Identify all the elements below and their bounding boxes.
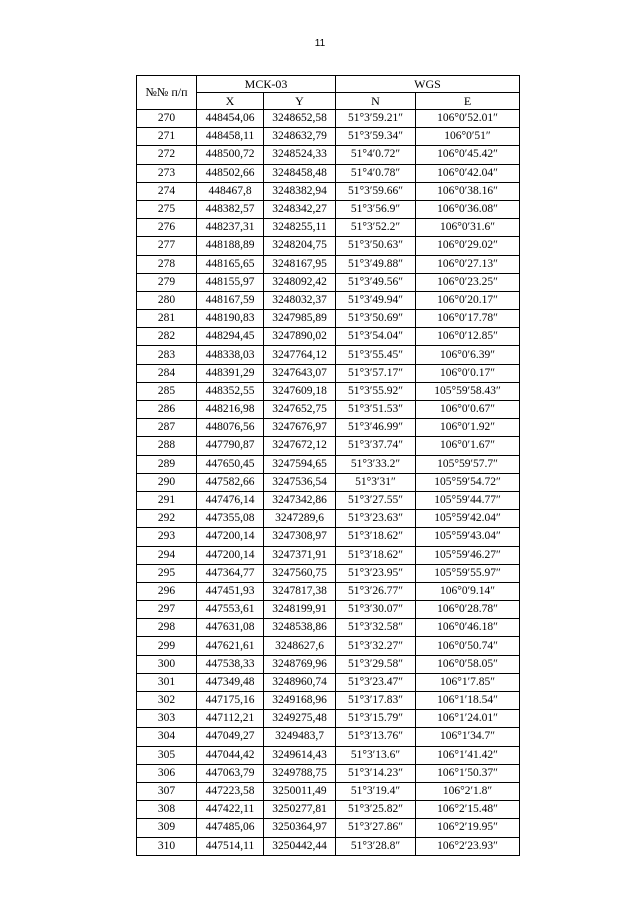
x-cell: 447364,77: [197, 564, 264, 582]
table-row: [137, 291, 520, 309]
y-cell: 3249168,96: [264, 692, 336, 710]
table-row: [137, 437, 520, 455]
x-cell: 448454,06: [197, 110, 264, 128]
n-cell: 51°3′13.76″: [336, 728, 416, 746]
table-row: [137, 582, 520, 600]
x-cell: 447485,06: [197, 819, 264, 837]
table-row: [137, 164, 520, 182]
e-cell: 106°1′18.54″: [416, 692, 520, 710]
y-cell: 3248632,79: [264, 128, 336, 146]
n-cell: 51°3′25.82″: [336, 801, 416, 819]
table-row: [137, 128, 520, 146]
point-number-cell: 302: [137, 692, 197, 710]
e-cell: 105°59′44.77″: [416, 491, 520, 509]
table-row: [137, 637, 520, 655]
n-cell: 51°3′28.8″: [336, 837, 416, 855]
y-cell: 3250277,81: [264, 801, 336, 819]
y-cell: 3248458,48: [264, 164, 336, 182]
e-cell: 106°0′38.16″: [416, 182, 520, 200]
point-number-cell: 286: [137, 401, 197, 419]
point-number-cell: 297: [137, 601, 197, 619]
table-row: [137, 419, 520, 437]
n-cell: 51°3′31″: [336, 473, 416, 491]
x-cell: 448155,97: [197, 273, 264, 291]
x-cell: 448500,72: [197, 146, 264, 164]
y-cell: 3248255,11: [264, 219, 336, 237]
point-number-cell: 294: [137, 546, 197, 564]
x-cell: 448382,57: [197, 200, 264, 218]
point-number-cell: 310: [137, 837, 197, 855]
x-cell: 447631,08: [197, 619, 264, 637]
y-cell: 3247289,6: [264, 510, 336, 528]
e-cell: 106°0′36.08″: [416, 200, 520, 218]
table-row: [137, 455, 520, 473]
e-cell: 106°2′19.95″: [416, 819, 520, 837]
y-cell: 3247985,89: [264, 310, 336, 328]
point-number-cell: 280: [137, 291, 197, 309]
table-row: [137, 273, 520, 291]
table-row: [137, 692, 520, 710]
x-cell: 448190,83: [197, 310, 264, 328]
e-cell: 106°0′42.04″: [416, 164, 520, 182]
point-number-cell: 307: [137, 782, 197, 800]
y-cell: 3247308,97: [264, 528, 336, 546]
x-cell: 447582,66: [197, 473, 264, 491]
e-cell: 106°0′23.25″: [416, 273, 520, 291]
point-number-cell: 272: [137, 146, 197, 164]
header-msk03: МСК-03: [197, 76, 336, 93]
e-cell: 106°0′45.42″: [416, 146, 520, 164]
e-cell: 106°0′0.67″: [416, 401, 520, 419]
table-row: [137, 346, 520, 364]
table-row: [137, 219, 520, 237]
point-number-cell: 291: [137, 491, 197, 509]
y-cell: 3247890,02: [264, 328, 336, 346]
table-row: [137, 710, 520, 728]
x-cell: 447200,14: [197, 546, 264, 564]
header-e: E: [416, 93, 520, 110]
x-cell: 447650,45: [197, 455, 264, 473]
y-cell: 3248092,42: [264, 273, 336, 291]
point-number-cell: 292: [137, 510, 197, 528]
point-number-cell: 299: [137, 637, 197, 655]
table-row: [137, 728, 520, 746]
header-n: N: [336, 93, 416, 110]
y-cell: 3250442,44: [264, 837, 336, 855]
y-cell: 3247594,65: [264, 455, 336, 473]
x-cell: 447175,16: [197, 692, 264, 710]
x-cell: 448188,89: [197, 237, 264, 255]
n-cell: 51°3′49.88″: [336, 255, 416, 273]
n-cell: 51°3′59.66″: [336, 182, 416, 200]
n-cell: 51°3′37.74″: [336, 437, 416, 455]
n-cell: 51°3′55.45″: [336, 346, 416, 364]
x-cell: 448458,11: [197, 128, 264, 146]
x-cell: 447223,58: [197, 782, 264, 800]
e-cell: 106°0′1.92″: [416, 419, 520, 437]
n-cell: 51°3′55.92″: [336, 382, 416, 400]
n-cell: 51°4′0.78″: [336, 164, 416, 182]
n-cell: 51°3′33.2″: [336, 455, 416, 473]
n-cell: 51°3′56.9″: [336, 200, 416, 218]
table-row: [137, 782, 520, 800]
e-cell: 106°0′6.39″: [416, 346, 520, 364]
e-cell: 106°0′17.78″: [416, 310, 520, 328]
table-row: [137, 382, 520, 400]
point-number-cell: 298: [137, 619, 197, 637]
table-row: [137, 110, 520, 128]
n-cell: 51°3′32.58″: [336, 619, 416, 637]
coordinates-table: [136, 75, 520, 856]
y-cell: 3247342,86: [264, 491, 336, 509]
x-cell: 447349,48: [197, 673, 264, 691]
table-row: [137, 801, 520, 819]
table-row: [137, 255, 520, 273]
e-cell: 106°0′12.85″: [416, 328, 520, 346]
e-cell: 106°0′46.18″: [416, 619, 520, 637]
e-cell: 106°2′1.8″: [416, 782, 520, 800]
e-cell: 106°2′23.93″: [416, 837, 520, 855]
x-cell: 448352,55: [197, 382, 264, 400]
table-row: [137, 528, 520, 546]
x-cell: 448076,56: [197, 419, 264, 437]
table-row: [137, 200, 520, 218]
y-cell: 3248167,95: [264, 255, 336, 273]
e-cell: 106°1′50.37″: [416, 764, 520, 782]
n-cell: 51°3′26.77″: [336, 582, 416, 600]
y-cell: 3248627,6: [264, 637, 336, 655]
y-cell: 3247643,07: [264, 364, 336, 382]
n-cell: 51°3′54.04″: [336, 328, 416, 346]
n-cell: 51°3′27.55″: [336, 491, 416, 509]
point-number-cell: 271: [137, 128, 197, 146]
e-cell: 106°0′1.67″: [416, 437, 520, 455]
table-row: [137, 619, 520, 637]
n-cell: 51°3′49.56″: [336, 273, 416, 291]
e-cell: 105°59′58.43″: [416, 382, 520, 400]
n-cell: 51°3′19.4″: [336, 782, 416, 800]
y-cell: 3247676,97: [264, 419, 336, 437]
header-point-number: №№ п/п: [137, 76, 197, 110]
x-cell: 448391,29: [197, 364, 264, 382]
table-row: [137, 328, 520, 346]
x-cell: 447621,61: [197, 637, 264, 655]
y-cell: 3247652,75: [264, 401, 336, 419]
table-header: [137, 76, 520, 110]
n-cell: 51°3′17.83″: [336, 692, 416, 710]
e-cell: 105°59′57.7″: [416, 455, 520, 473]
point-number-cell: 300: [137, 655, 197, 673]
point-number-cell: 273: [137, 164, 197, 182]
n-cell: 51°3′46.99″: [336, 419, 416, 437]
y-cell: 3248032,37: [264, 291, 336, 309]
x-cell: 448338,03: [197, 346, 264, 364]
x-cell: 447355,08: [197, 510, 264, 528]
y-cell: 3249483,7: [264, 728, 336, 746]
e-cell: 106°0′28.78″: [416, 601, 520, 619]
e-cell: 106°0′27.13″: [416, 255, 520, 273]
y-cell: 3248538,86: [264, 619, 336, 637]
table-row: [137, 473, 520, 491]
page-number: 11: [314, 38, 326, 49]
n-cell: 51°3′30.07″: [336, 601, 416, 619]
x-cell: 447553,61: [197, 601, 264, 619]
point-number-cell: 277: [137, 237, 197, 255]
y-cell: 3247609,18: [264, 382, 336, 400]
point-number-cell: 306: [137, 764, 197, 782]
n-cell: 51°3′23.63″: [336, 510, 416, 528]
point-number-cell: 309: [137, 819, 197, 837]
x-cell: 447514,11: [197, 837, 264, 855]
table-row: [137, 237, 520, 255]
e-cell: 106°0′29.02″: [416, 237, 520, 255]
point-number-cell: 279: [137, 273, 197, 291]
n-cell: 51°3′18.62″: [336, 546, 416, 564]
x-cell: 447112,21: [197, 710, 264, 728]
table-body: [137, 110, 520, 856]
y-cell: 3248652,58: [264, 110, 336, 128]
e-cell: 106°1′34.7″: [416, 728, 520, 746]
point-number-cell: 278: [137, 255, 197, 273]
y-cell: 3250364,97: [264, 819, 336, 837]
y-cell: 3248769,96: [264, 655, 336, 673]
n-cell: 51°3′13.6″: [336, 746, 416, 764]
point-number-cell: 274: [137, 182, 197, 200]
header-wgs: WGS: [336, 76, 520, 93]
e-cell: 105°59′43.04″: [416, 528, 520, 546]
e-cell: 106°2′15.48″: [416, 801, 520, 819]
x-cell: 447790,87: [197, 437, 264, 455]
y-cell: 3248204,75: [264, 237, 336, 255]
point-number-cell: 296: [137, 582, 197, 600]
table-row: [137, 601, 520, 619]
e-cell: 105°59′46.27″: [416, 546, 520, 564]
table-row: [137, 491, 520, 509]
x-cell: 447538,33: [197, 655, 264, 673]
point-number-cell: 304: [137, 728, 197, 746]
e-cell: 106°1′41.42″: [416, 746, 520, 764]
table-row: [137, 764, 520, 782]
n-cell: 51°3′23.95″: [336, 564, 416, 582]
point-number-cell: 276: [137, 219, 197, 237]
table-row: [137, 146, 520, 164]
y-cell: 3248382,94: [264, 182, 336, 200]
e-cell: 106°0′58.05″: [416, 655, 520, 673]
table-row: [137, 546, 520, 564]
table-row: [137, 746, 520, 764]
y-cell: 3249275,48: [264, 710, 336, 728]
y-cell: 3247672,12: [264, 437, 336, 455]
point-number-cell: 284: [137, 364, 197, 382]
x-cell: 447422,11: [197, 801, 264, 819]
e-cell: 105°59′54.72″: [416, 473, 520, 491]
n-cell: 51°4′0.72″: [336, 146, 416, 164]
table-row: [137, 673, 520, 691]
n-cell: 51°3′50.69″: [336, 310, 416, 328]
point-number-cell: 285: [137, 382, 197, 400]
n-cell: 51°3′15.79″: [336, 710, 416, 728]
point-number-cell: 282: [137, 328, 197, 346]
n-cell: 51°3′59.21″: [336, 110, 416, 128]
n-cell: 51°3′57.17″: [336, 364, 416, 382]
point-number-cell: 308: [137, 801, 197, 819]
n-cell: 51°3′49.94″: [336, 291, 416, 309]
n-cell: 51°3′59.34″: [336, 128, 416, 146]
point-number-cell: 283: [137, 346, 197, 364]
point-number-cell: 295: [137, 564, 197, 582]
x-cell: 448502,66: [197, 164, 264, 182]
table-row: [137, 837, 520, 855]
n-cell: 51°3′51.53″: [336, 401, 416, 419]
x-cell: 448165,65: [197, 255, 264, 273]
e-cell: 105°59′55.97″: [416, 564, 520, 582]
x-cell: 447044,42: [197, 746, 264, 764]
point-number-cell: 301: [137, 673, 197, 691]
x-cell: 447451,93: [197, 582, 264, 600]
y-cell: 3249614,43: [264, 746, 336, 764]
e-cell: 106°0′9.14″: [416, 582, 520, 600]
point-number-cell: 290: [137, 473, 197, 491]
table-row: [137, 364, 520, 382]
x-cell: 448237,31: [197, 219, 264, 237]
e-cell: 106°0′51″: [416, 128, 520, 146]
y-cell: 3247817,38: [264, 582, 336, 600]
point-number-cell: 281: [137, 310, 197, 328]
table-row: [137, 401, 520, 419]
x-cell: 448167,59: [197, 291, 264, 309]
x-cell: 448216,98: [197, 401, 264, 419]
e-cell: 106°0′0.17″: [416, 364, 520, 382]
n-cell: 51°3′50.63″: [336, 237, 416, 255]
x-cell: 448294,45: [197, 328, 264, 346]
point-number-cell: 289: [137, 455, 197, 473]
y-cell: 3247371,91: [264, 546, 336, 564]
header-x: X: [197, 93, 264, 110]
x-cell: 447049,27: [197, 728, 264, 746]
point-number-cell: 287: [137, 419, 197, 437]
e-cell: 106°0′52.01″: [416, 110, 520, 128]
table-row: [137, 655, 520, 673]
n-cell: 51°3′52.2″: [336, 219, 416, 237]
point-number-cell: 288: [137, 437, 197, 455]
y-cell: 3248960,74: [264, 673, 336, 691]
n-cell: 51°3′29.58″: [336, 655, 416, 673]
table-row: [137, 819, 520, 837]
x-cell: 448467,8: [197, 182, 264, 200]
table-row: [137, 510, 520, 528]
table-row: [137, 182, 520, 200]
y-cell: 3247764,12: [264, 346, 336, 364]
y-cell: 3248342,27: [264, 200, 336, 218]
e-cell: 106°1′24.01″: [416, 710, 520, 728]
y-cell: 3247560,75: [264, 564, 336, 582]
y-cell: 3249788,75: [264, 764, 336, 782]
y-cell: 3247536,54: [264, 473, 336, 491]
y-cell: 3248199,91: [264, 601, 336, 619]
point-number-cell: 305: [137, 746, 197, 764]
y-cell: 3248524,33: [264, 146, 336, 164]
x-cell: 447476,14: [197, 491, 264, 509]
e-cell: 106°0′50.74″: [416, 637, 520, 655]
e-cell: 105°59′42.04″: [416, 510, 520, 528]
e-cell: 106°0′20.17″: [416, 291, 520, 309]
n-cell: 51°3′32.27″: [336, 637, 416, 655]
e-cell: 106°1′7.85″: [416, 673, 520, 691]
e-cell: 106°0′31.6″: [416, 219, 520, 237]
n-cell: 51°3′27.86″: [336, 819, 416, 837]
n-cell: 51°3′23.47″: [336, 673, 416, 691]
point-number-cell: 303: [137, 710, 197, 728]
x-cell: 447063,79: [197, 764, 264, 782]
header-y: Y: [264, 93, 336, 110]
point-number-cell: 275: [137, 200, 197, 218]
table-row: [137, 310, 520, 328]
x-cell: 447200,14: [197, 528, 264, 546]
table-row: [137, 564, 520, 582]
y-cell: 3250011,49: [264, 782, 336, 800]
n-cell: 51°3′18.62″: [336, 528, 416, 546]
point-number-cell: 293: [137, 528, 197, 546]
n-cell: 51°3′14.23″: [336, 764, 416, 782]
point-number-cell: 270: [137, 110, 197, 128]
